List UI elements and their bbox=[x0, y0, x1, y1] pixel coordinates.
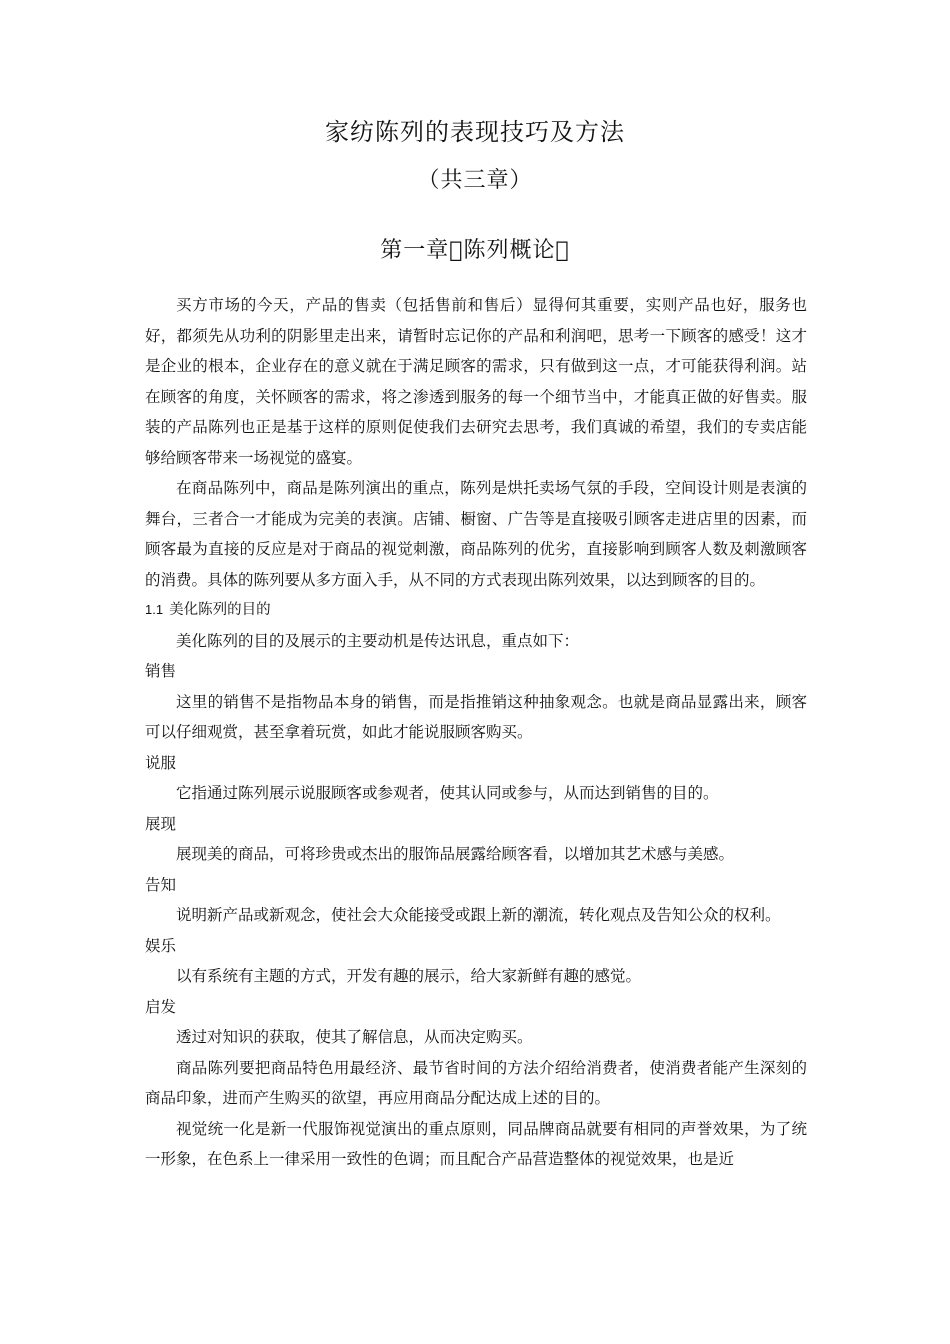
paragraph-display: 在商品陈列中，商品是陈列演出的重点，陈列是烘托卖场气氛的手段，空间设计则是表演的舞台，三者合一才能成为完美的表演。店铺、橱窗、广告等是直接吸引顾客走进店里的因素，而顾客最为直接的反应是对于商品的视觉刺激，商品陈列的优劣，直接影响到顾客人数及刺激顾客的消费。具体的陈列要从多方面入手，从不同的方式表现出陈列效果，以达到顾客的目的。 bbox=[145, 479, 807, 589]
paragraph-show: 展现美的商品，可将珍贵或杰出的服饰品展露给顾客看，以增加其艺术感与美感。 bbox=[176, 845, 735, 863]
section-number: 1.1 bbox=[145, 602, 164, 617]
document-body bbox=[145, 290, 807, 1175]
document-title: 家纺陈列的表现技巧及方法 bbox=[325, 118, 625, 146]
subheading-sales: 销售 bbox=[145, 662, 177, 680]
subheading-show: 展现 bbox=[145, 814, 177, 833]
paragraph-entertain: 以有系统有主题的方式，开发有趣的展示，给大家新鲜有趣的感觉。 bbox=[176, 967, 642, 985]
subheading-persuade: 说服 bbox=[145, 753, 177, 772]
paragraph-inform: 说明新产品或新观念，使社会大众能接受或跟上新的潮流，转化观点及告知公众的权利。 bbox=[176, 906, 781, 924]
paragraph-feature: 商品陈列要把商品特色用最经济、最节省时间的方法介绍给消费者，使消费者能产生深刻的商品印象，进而产生购买的欲望，再应用商品分配达成上述的目的。 bbox=[145, 1058, 807, 1107]
subheading-inform: 告知 bbox=[145, 875, 177, 894]
paragraph-unification: 视觉统一化是新一代服饰视觉演出的重点原则，同品牌商品就要有相同的声誉效果，为了统一形象，在色系上一律采用一致性的色调；而且配合产品营造整体的视觉效果，也是近 bbox=[145, 1119, 807, 1168]
subheading-inspire: 启发 bbox=[145, 997, 177, 1016]
section-heading bbox=[145, 595, 807, 626]
document-subtitle: （共三章） bbox=[417, 168, 533, 193]
paragraph-persuade: 它指通过陈列展示说服顾客或参观者，使其认同或参与，从而达到销售的目的。 bbox=[176, 784, 719, 802]
paragraph-sales: 这里的销售不是指物品本身的销售，而是指推销这种抽象观念。也就是商品显露出来，顾客可以仔细观赏，甚至拿着玩赏，如此才能说服顾客购买。 bbox=[145, 692, 807, 741]
paragraph-purpose: 美化陈列的目的及展示的主要动机是传达讯息，重点如下： bbox=[176, 631, 580, 650]
paragraph-inspire: 透过对知识的获取，使其了解信息，从而决定购买。 bbox=[176, 1028, 533, 1046]
chapter-heading: 第一章 陈列概论  bbox=[380, 238, 570, 263]
subheading-entertain: 娱乐 bbox=[145, 936, 177, 955]
section-title: 美化陈列的目的 bbox=[169, 602, 271, 618]
paragraph-intro: 买方市场的今天，产品的售卖（包括售前和售后）显得何其重要，实则产品也好，服务也好，都须先从功利的阴影里走出来，请暂时忘记你的产品和利润吧，思考一下顾客的感受！这才是企业的根本，企业存在的意义就在于满足顾客的需求，只有做到这一点，才可能获得利润。站在顾客的角度，关怀顾客的需求，将之渗透到服务的每一个细节当中，才能真正做的好售卖。服装的产品陈列也正是基于这样的原则促使我们去研究去思考，我们真诚的希望，我们的专卖店能够给顾客带来一场视觉的盛宴。 bbox=[145, 296, 807, 467]
